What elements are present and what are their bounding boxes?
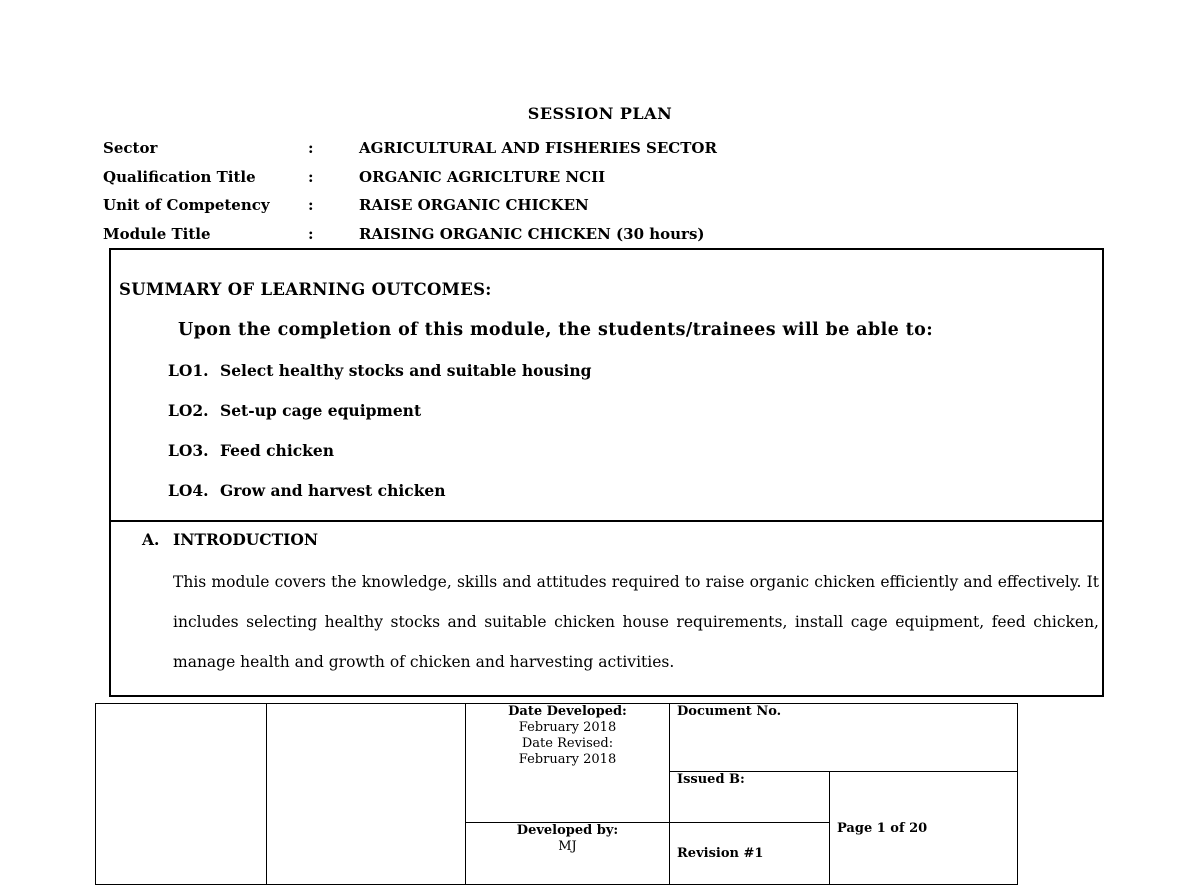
meta-row-sector (103, 134, 1003, 163)
meta-row-module (103, 220, 1003, 249)
revision-number: Revision #1 (670, 823, 830, 885)
learning-outcome-text: Set-up cage equipment (220, 401, 422, 420)
page-number: Page 1 of 20 (830, 772, 1018, 885)
date-developed-label: Date Developed: (508, 704, 627, 719)
learning-outcome-number: LO3. (168, 441, 209, 460)
learning-outcome-text: Select healthy stocks and suitable housing (220, 361, 592, 380)
learning-outcome-number: LO1. (168, 361, 209, 380)
introduction-paragraph: This module covers the knowledge, skills and attitudes required to raise organic chicken efficiently and effectively. It includes selecting healthy stocks and suitable chicken house requirements, install cage equipment, feed chicken, manage health and growth of chicken and harvesting activities. (173, 573, 1099, 671)
meta-label: Sector (103, 139, 158, 158)
learning-outcome-text: Feed chicken (220, 441, 335, 460)
issued-by-label: Issued B: (670, 772, 830, 823)
developed-by-label: Developed by: (516, 823, 619, 838)
section-a-heading (142, 530, 318, 549)
page-title: SESSION PLAN (527, 104, 673, 123)
date-cell (466, 704, 670, 823)
document-no-label: Document No. (670, 704, 1018, 772)
footer-logo-cell (96, 704, 267, 885)
meta-value: ORGANIC AGRICLTURE NCII (359, 167, 606, 186)
learning-outcome (168, 441, 334, 460)
meta-colon: : (308, 196, 314, 215)
developed-by-value: MJ (558, 839, 577, 854)
learning-outcome-text: Grow and harvest chicken (220, 481, 446, 500)
learning-outcome (168, 481, 446, 500)
meta-value: RAISE ORGANIC CHICKEN (359, 196, 589, 215)
learning-outcome-number: LO4. (168, 481, 209, 500)
meta-colon: : (308, 139, 314, 158)
footer-blank-cell (267, 704, 466, 885)
meta-colon: : (308, 224, 314, 243)
meta-row-qualification (103, 163, 1003, 192)
summary-heading: SUMMARY OF LEARNING OUTCOMES: (119, 280, 492, 299)
content-box (109, 248, 1104, 697)
learning-outcome (168, 401, 421, 420)
meta-value: RAISING ORGANIC CHICKEN (30 hours) (359, 224, 705, 243)
developed-by-cell (466, 823, 670, 885)
footer-table (95, 703, 1018, 885)
learning-outcome-number: LO2. (168, 401, 209, 420)
meta-block (103, 134, 1003, 248)
summary-intro: Upon the completion of this module, the students/trainees will be able to: (178, 320, 934, 340)
section-title: INTRODUCTION (173, 530, 319, 549)
date-developed-value: February 2018 (518, 720, 617, 735)
section-letter: A. (142, 530, 160, 549)
date-revised-value: February 2018 (518, 752, 617, 767)
meta-label: Qualification Title (103, 167, 256, 186)
meta-row-unit (103, 191, 1003, 220)
meta-value: AGRICULTURAL AND FISHERIES SECTOR (359, 139, 717, 158)
meta-label: Unit of Competency (103, 196, 270, 215)
date-revised-label: Date Revised: (521, 736, 614, 751)
section-divider (111, 520, 1102, 522)
learning-outcome (168, 361, 591, 380)
meta-colon: : (308, 167, 314, 186)
meta-label: Module Title (103, 224, 211, 243)
